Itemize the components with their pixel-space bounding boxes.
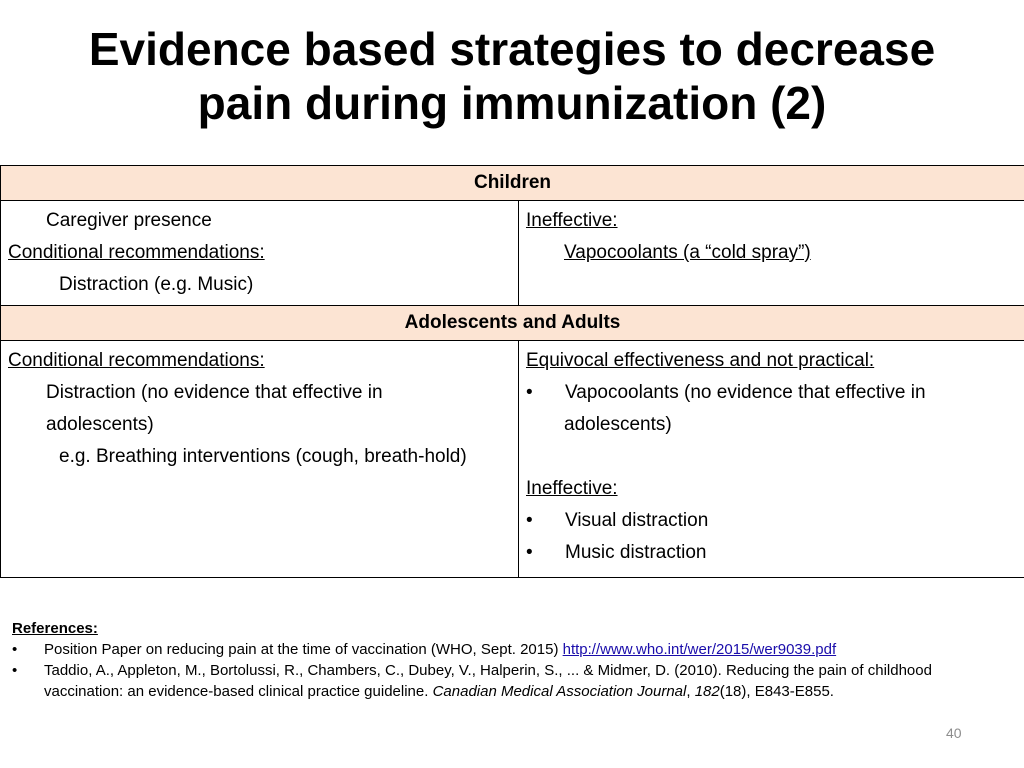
bullet-icon: •: [526, 542, 533, 563]
title-line-1: Evidence based strategies to decrease: [88, 23, 936, 75]
reference-item: [12, 639, 1012, 660]
ineffective-label: Ineffective:: [526, 210, 618, 231]
children-right-cell: [519, 201, 1024, 306]
children-left-cell: [1, 201, 519, 306]
bullet-icon: •: [12, 662, 18, 679]
reference-2-text: Taddio, A., Appleton, M., Bortolussi, R., Chambers, C., Dubey, V., Halperin, S., ... & Midmer, D. (2010). Reducing the pain of childhood vaccination: an evidence-based clinical practice guideline.: [44, 662, 932, 700]
distraction-music-text: Distraction (e.g. Music): [59, 274, 254, 295]
distraction-text-line-1: Distraction (no evidence that effective in: [46, 382, 383, 403]
conditional-recommendations-label: Conditional recommendations:: [8, 242, 265, 263]
visual-distraction-text: Visual distraction: [565, 510, 709, 531]
adults-right-cell: [519, 341, 1024, 578]
vapocoolants-line-1: Vapocoolants (no evidence that effective in: [565, 382, 926, 403]
adolescents-adults-header: Adolescents and Adults: [1, 306, 1024, 341]
vapocoolants-text: Vapocoolants (a “cold spray”): [564, 242, 811, 263]
reference-1-text: Position Paper on reducing pain at the time of vaccination (WHO, Sept. 2015): [44, 641, 563, 658]
ineffective-label: Ineffective:: [526, 478, 618, 499]
references-section: [12, 618, 1012, 702]
journal-name: Canadian Medical Association Journal: [432, 683, 687, 700]
recommendations-table: [0, 165, 1024, 578]
references-heading: References:: [12, 620, 98, 637]
bullet-icon: •: [526, 382, 533, 403]
reference-2-pages: (18), E843-E855.: [719, 683, 834, 700]
journal-volume: 182: [694, 683, 720, 700]
bullet-icon: •: [12, 641, 18, 658]
reference-item: [12, 660, 1012, 702]
bullet-icon: •: [526, 510, 533, 531]
conditional-recommendations-label: Conditional recommendations:: [8, 350, 265, 371]
slide-title: [0, 22, 1024, 130]
breathing-interventions-text: e.g. Breathing interventions (cough, breath-hold): [59, 446, 467, 467]
distraction-text-line-2: adolescents): [46, 414, 154, 435]
adults-left-cell: [1, 341, 519, 578]
vapocoolants-line-2: adolescents): [564, 414, 672, 435]
caregiver-presence-text: Caregiver presence: [46, 210, 212, 231]
reference-2-separator: ,: [686, 683, 695, 700]
music-distraction-text: Music distraction: [565, 542, 707, 563]
title-line-2: pain during immunization (2): [197, 77, 827, 129]
who-paper-link[interactable]: http://www.who.int/wer/2015/wer9039.pdf: [562, 641, 837, 658]
page-number: 40: [946, 725, 962, 741]
equivocal-label: Equivocal effectiveness and not practical:: [526, 350, 875, 371]
children-header: Children: [1, 166, 1024, 201]
